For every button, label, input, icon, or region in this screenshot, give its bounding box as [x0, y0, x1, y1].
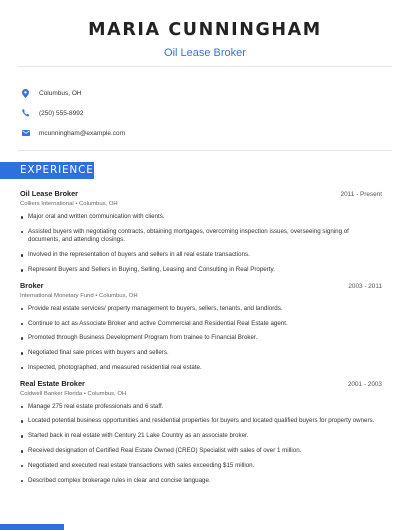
- contact-phone-text: (250) 555-8992: [39, 109, 84, 117]
- job-entry: [20, 379, 382, 486]
- job-bullet: Located potential business opportunities and residential properties for buyers and located qualified buyers for property owners.: [20, 417, 382, 426]
- job-bullets: [20, 305, 382, 373]
- contact-location: [21, 83, 125, 103]
- next-section-tab: [0, 524, 64, 530]
- job-bullet: Provide real estate services/ property management to buyers, sellers, tenants, and landlords.: [20, 305, 382, 314]
- job-dates: 2001 - 2003: [347, 380, 382, 388]
- job-entry: [20, 281, 382, 373]
- job-company: International Monetary Fund • Columbus, OH: [20, 292, 138, 299]
- job-bullet: Major oral and written communication with clients.: [20, 213, 382, 222]
- phone-icon: [21, 109, 30, 118]
- job-bullet: Promoted through Business Development Program from trainee to Financial Broker.: [20, 334, 382, 343]
- location-pin-icon: [21, 89, 30, 98]
- contact-email[interactable]: [21, 123, 125, 143]
- job-title: Broker: [20, 280, 44, 290]
- job-bullet: Assisted buyers with negotiating contracts, obtaining mortgages, overcoming inspection issues, overseeing signing of documents, and attending closings.: [20, 228, 382, 245]
- job-company: Colliers International • Columbus, OH: [20, 201, 118, 207]
- experience-list: [20, 189, 382, 491]
- job-dates: 2011 - Present: [340, 191, 382, 198]
- email-icon: [21, 129, 30, 138]
- job-title: Real Estate Broker: [20, 378, 85, 388]
- contact-phone: [21, 103, 125, 123]
- contact-email-text: mcunningham@example.com: [39, 129, 126, 137]
- job-bullets: [20, 213, 382, 275]
- job-bullet: Continue to act as Associate Broker and active Commercial and Residential Real Estate agent.: [20, 320, 382, 329]
- job-company: Coldwell Banker Florida • Columbus, OH: [20, 390, 127, 397]
- contact-list: [21, 83, 125, 143]
- job-bullet: Manage 275 real estate professionals and 6 staff.: [20, 403, 382, 412]
- job-bullet: Described complex brokerage rules in clear and concise language.: [20, 477, 382, 486]
- job-bullet: Inspected, photographed, and measured residential real estate.: [20, 364, 382, 373]
- experience-heading: EXPERIENCE: [0, 162, 94, 179]
- contact-location-text: Columbus, OH: [39, 89, 82, 97]
- job-dates: 2003 - 2011: [348, 282, 382, 290]
- job-bullets: [20, 403, 382, 486]
- resume-header: [0, 0, 410, 59]
- job-bullet: Negotiated final sale prices with buyers and sellers.: [20, 349, 382, 358]
- job-bullet: Represent Buyers and Sellers in Buying, Selling, Leasing and Consulting in Real Property.: [20, 266, 382, 275]
- job-bullet: Started back in real estate with Century 21 Lake Country as an associate broker.: [20, 432, 382, 441]
- job-bullet: Received designation of Certified Real Estate Owned (CREO) Specialist with sales of over 1 million.: [20, 447, 382, 456]
- job-bullet: Negotiated and executed real estate transactions with sales exceeding $15 million.: [20, 462, 382, 471]
- candidate-name: MARIA CUNNINGHAM: [88, 20, 322, 40]
- candidate-role: Oil Lease Broker: [164, 47, 246, 59]
- job-title: Oil Lease Broker: [20, 189, 78, 198]
- job-entry: [20, 189, 382, 275]
- job-bullet: Involved in the representation of buyers and sellers in all real estate transactions.: [20, 251, 382, 260]
- header-divider: [18, 66, 392, 67]
- contact-divider: [18, 150, 392, 151]
